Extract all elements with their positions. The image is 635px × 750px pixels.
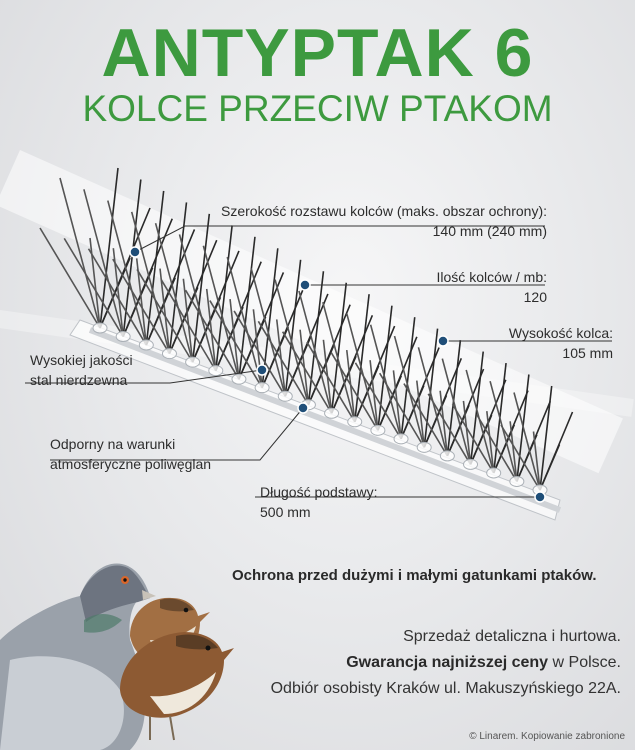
spike-mount [116,332,130,342]
spike-mount [186,357,200,367]
spike-mount [232,374,246,384]
callout-marker [535,492,545,502]
callout-label: Wysokość kolca: [508,325,613,341]
info-line-pickup: Odbiór osobisty Kraków ul. Makuszyńskiego 22A. [270,680,621,697]
copyright-notice: © Linarem. Kopiowanie zabronione [469,731,625,742]
callout-spike-count [437,267,547,307]
callout-value: 105 mm [562,345,613,361]
callout-line: atmosferyczne poliwęglan [50,456,212,472]
callout-label: Ilość kolców / mb: [436,269,547,285]
callout-marker [130,247,140,257]
page-title: ANTYPTAK 6 [101,15,534,91]
callout-spike-height [509,323,613,363]
spike-mount [162,349,176,359]
callout-marker [300,280,310,290]
spike-wire [84,189,123,336]
pigeon-image [0,564,156,750]
callout-label: Szerokość rozstawu kolców (maks. obszar ochrony): [221,203,547,219]
spike-wire [323,302,355,422]
spike-wire [108,201,147,345]
spike-mount [487,468,501,478]
spike-mount [348,417,362,427]
spike-mount [278,391,292,401]
info-guarantee-rest: w Polsce. [548,654,621,671]
spike-wire [347,313,378,430]
callout-line: Wysokiej jakości [30,352,133,368]
callout-line: Odporny na warunki [50,436,176,452]
callout-value: 140 mm (240 mm) [432,223,547,239]
spike-mount [255,383,269,393]
spike-mount [394,434,408,444]
callout-steel [30,350,133,390]
spike-mount [371,425,385,435]
spike-mount [510,476,524,486]
spike-mount [325,408,339,418]
spike-mount [93,323,107,333]
callout-label: Długość podstawy: [260,484,378,500]
page-subtitle: KOLCE PRZECIW PTAKOM [82,88,553,129]
spike-mount [417,442,431,452]
spike-mount [209,366,223,376]
callout-value: 500 mm [260,504,311,520]
callout-base-length [260,482,378,522]
callout-value: 120 [523,289,547,305]
info-line-guarantee [271,650,621,676]
info-guarantee-bold: Gwarancja najniższej ceny [346,654,549,671]
spike-mount [139,340,153,350]
sales-info [271,624,621,702]
spike-wire [60,178,100,328]
callout-polycarbonate [50,434,211,474]
callout-line: stal nierdzewna [30,372,128,388]
spike-mount [464,459,478,469]
birds-illustration [0,564,234,750]
callout-marker [257,365,267,375]
spike-wire [216,225,232,370]
slogan: Ochrona przed dużymi i małymi gatunkami ptaków. [232,567,597,584]
info-line-retail: Sprzedaż detaliczna i hurtowa. [403,628,621,645]
callout-marker [298,403,308,413]
callout-marker [438,336,448,346]
spike-mount [440,451,454,461]
callout-spike-spacing [221,201,547,241]
